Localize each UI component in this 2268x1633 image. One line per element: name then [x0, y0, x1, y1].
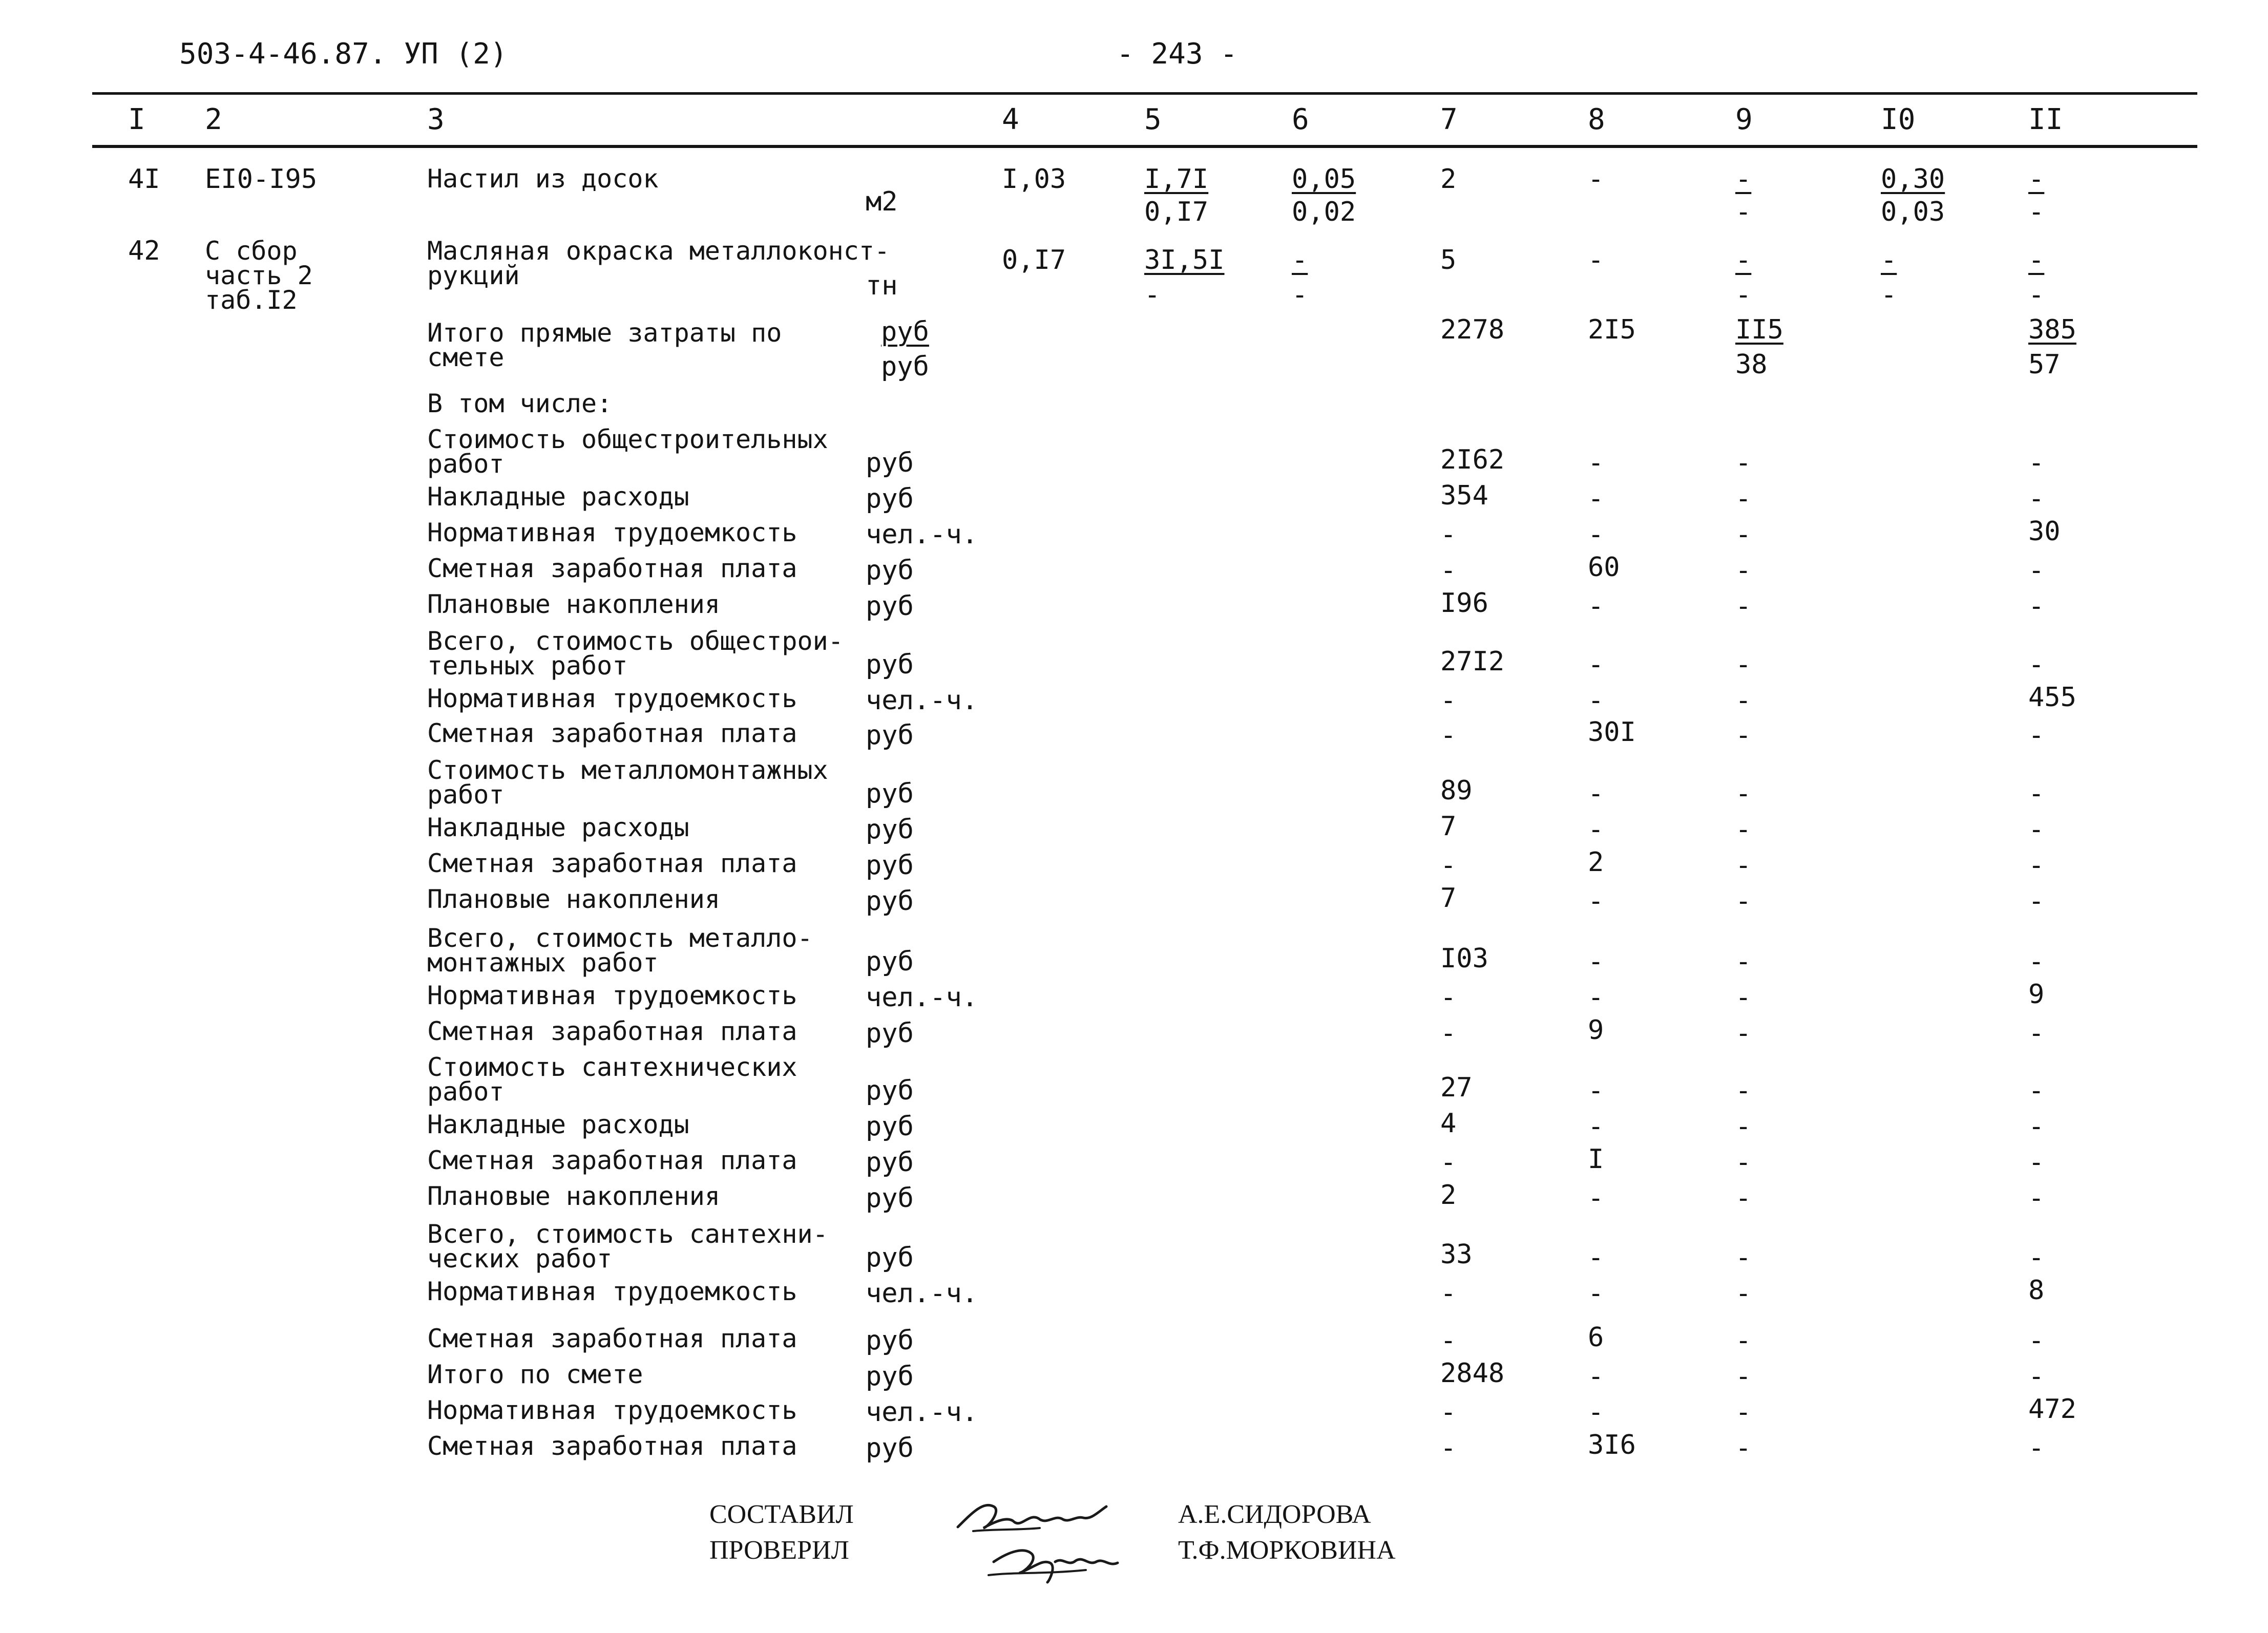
item-unit-cost-machines-wage: - — [1292, 280, 1308, 310]
row-c7: 2848 — [1440, 1358, 1505, 1389]
row-c8: - — [1588, 1361, 1604, 1392]
row-c7: 27 — [1440, 1072, 1473, 1103]
item-machine-cost: - — [1735, 245, 1752, 275]
row-c9: - — [1735, 814, 1752, 845]
row-unit: чел.-ч. — [866, 1278, 978, 1309]
row-c9: - — [1735, 685, 1752, 716]
row-unit: руб — [866, 1242, 914, 1273]
row-c7: - — [1440, 982, 1457, 1013]
row-unit: руб — [866, 1075, 914, 1106]
page-number: - 243 - — [1117, 37, 1238, 71]
item-quantity: 0,I7 — [1002, 245, 1066, 275]
item-labor-total-machines: - — [2028, 197, 2045, 227]
row-c7: - — [1440, 555, 1457, 586]
row-c7: - — [1440, 1433, 1457, 1464]
row-c9: - — [1735, 1397, 1752, 1428]
row-c7: - — [1440, 685, 1457, 716]
row-c9: - — [1735, 982, 1752, 1013]
row-c8: I — [1588, 1144, 1604, 1175]
row-c8: - — [1588, 778, 1604, 809]
row-c9: - — [1735, 1242, 1752, 1273]
row-c7: 27I2 — [1440, 646, 1505, 677]
row-c11: - — [2028, 1325, 2045, 1356]
row-label: Стоимость сантехнических работ — [427, 1052, 797, 1107]
row-c11: - — [2028, 448, 2045, 478]
item-total-cost: 2 — [1440, 164, 1457, 195]
row-unit: руб — [866, 483, 914, 514]
row-c8: - — [1588, 946, 1604, 977]
row-c9: - — [1735, 720, 1752, 751]
row-c8: 6 — [1588, 1322, 1604, 1353]
row-c8: - — [1588, 591, 1604, 622]
row-c11: - — [2028, 1361, 2045, 1392]
row-c8: 60 — [1588, 552, 1620, 583]
row-c9: - — [1735, 1325, 1752, 1356]
row-c8: 3I6 — [1588, 1430, 1636, 1460]
row-c11: 30 — [2028, 516, 2061, 547]
row-unit: руб — [866, 778, 914, 809]
row-label: Нормативная трудоемкость — [427, 518, 797, 547]
item-labor-unit-machines: 0,03 — [1881, 197, 1945, 227]
direct-costs-unit: руб — [881, 316, 929, 347]
row-label: Сметная заработная плата — [427, 554, 797, 583]
item-labor-unit-machines: - — [1881, 280, 1897, 310]
row-label: Сметная заработная плата — [427, 718, 797, 748]
row-c11: - — [2028, 946, 2045, 977]
row-c7: - — [1440, 1278, 1457, 1309]
item-unit-cost-machines: - — [1292, 245, 1308, 275]
direct-costs-labor: 385 — [2028, 314, 2076, 345]
row-unit: руб — [866, 1433, 914, 1464]
item-unit-cost-machines-wage: 0,02 — [1292, 197, 1356, 227]
item-wage-cost: - — [1588, 164, 1604, 195]
row-c11: - — [2028, 720, 2045, 751]
column-header: 9 — [1735, 103, 1753, 136]
row-label: Стоимость металломонтажных работ — [427, 755, 828, 810]
row-c7: 2I62 — [1440, 444, 1505, 475]
column-header: II — [2028, 103, 2063, 136]
item-unit-cost-wage: 0,I7 — [1144, 197, 1209, 227]
row-label: Нормативная трудоемкость — [427, 1395, 797, 1425]
row-c11: - — [2028, 555, 2045, 586]
row-c11: - — [2028, 778, 2045, 809]
row-label: Сметная заработная плата — [427, 1146, 797, 1175]
column-header: 6 — [1292, 103, 1309, 136]
row-c11: - — [2028, 1242, 2045, 1273]
row-label: Накладные расходы — [427, 813, 689, 842]
column-header: I0 — [1881, 103, 1916, 136]
row-unit: руб — [866, 814, 914, 845]
row-c7: 2 — [1440, 1180, 1457, 1211]
row-c8: - — [1588, 483, 1604, 514]
row-label: Накладные расходы — [427, 1110, 689, 1139]
row-c11: - — [2028, 591, 2045, 622]
row-label: Всего, стоимость металло- монтажных работ — [427, 923, 813, 978]
row-c9: - — [1735, 946, 1752, 977]
row-unit: руб — [866, 448, 914, 478]
row-c7: 89 — [1440, 775, 1473, 806]
row-unit: руб — [866, 1111, 914, 1142]
column-header: 3 — [427, 103, 445, 136]
column-header: 4 — [1002, 103, 1019, 136]
item-labor-unit: - — [1881, 245, 1897, 275]
row-unit: руб — [866, 946, 914, 977]
direct-costs-label: Итого прямые затраты по смете — [427, 318, 782, 372]
row-c11: 8 — [2028, 1275, 2045, 1306]
row-c7: - — [1440, 850, 1457, 881]
row-unit: руб — [866, 591, 914, 622]
row-label: Сметная заработная плата — [427, 1431, 797, 1461]
row-c7: - — [1440, 1018, 1457, 1049]
row-c9: - — [1735, 1075, 1752, 1106]
item-unit-cost-wage: - — [1144, 280, 1161, 310]
item-code: EI0-I95 — [205, 164, 318, 195]
row-unit: чел.-ч. — [866, 1397, 978, 1428]
row-c11: - — [2028, 1075, 2045, 1106]
row-c11: 455 — [2028, 682, 2076, 713]
row-c7: - — [1440, 519, 1457, 550]
row-unit: руб — [866, 1147, 914, 1178]
row-unit: руб — [866, 649, 914, 680]
row-c9: - — [1735, 483, 1752, 514]
row-c9: - — [1735, 555, 1752, 586]
row-unit: руб — [866, 1361, 914, 1392]
row-c9: - — [1735, 519, 1752, 550]
row-c8: - — [1588, 1183, 1604, 1214]
row-label: Плановые накопления — [427, 884, 720, 914]
column-header: 7 — [1440, 103, 1458, 136]
row-c11: - — [2028, 886, 2045, 917]
row-c8: - — [1588, 448, 1604, 478]
item-labor-unit: 0,30 — [1881, 164, 1945, 195]
row-c7: 7 — [1440, 883, 1457, 914]
item-labor-total: - — [2028, 164, 2045, 195]
row-c11: - — [2028, 483, 2045, 514]
including-heading: В том числе: — [427, 389, 613, 418]
item-unit-cost-total: I,7I — [1144, 164, 1209, 195]
item-unit-cost-machines: 0,05 — [1292, 164, 1356, 195]
handwritten-signature-2 — [983, 1531, 1127, 1587]
row-c8: 9 — [1588, 1015, 1604, 1046]
item-machine-cost: - — [1735, 164, 1752, 195]
handwritten-signature-1 — [953, 1491, 1117, 1537]
item-unit-cost-total: 3I,5I — [1144, 245, 1225, 275]
composed-label: СОСТАВИЛ — [709, 1500, 854, 1529]
row-c8: - — [1588, 886, 1604, 917]
row-unit: чел.-ч. — [866, 685, 978, 716]
row-label: Итого по смете — [427, 1360, 643, 1389]
item-wage-cost: - — [1588, 245, 1604, 275]
row-unit: руб — [866, 1325, 914, 1356]
row-label: Стоимость общестроительных работ — [427, 425, 828, 479]
direct-costs-machines-wage: 38 — [1735, 349, 1768, 380]
row-c7: 4 — [1440, 1108, 1457, 1139]
item-name: Настил из досок — [427, 164, 659, 194]
checked-label: ПРОВЕРИЛ — [709, 1536, 849, 1565]
row-label: Плановые накопления — [427, 589, 720, 619]
row-c9: - — [1735, 1278, 1752, 1309]
item-labor-total: - — [2028, 245, 2045, 275]
item-quantity: I,03 — [1002, 164, 1066, 195]
row-unit: руб — [866, 1018, 914, 1049]
row-c9: - — [1735, 886, 1752, 917]
item-code: С сбор часть 2 таб.I2 — [205, 236, 313, 315]
composer-name: А.Е.СИДОРОВА — [1178, 1500, 1371, 1529]
column-header: I — [128, 103, 145, 136]
item-name: Масляная окраска металлоконст- рукций — [427, 236, 890, 290]
row-c9: - — [1735, 1183, 1752, 1214]
direct-costs-labor-machines: 57 — [2028, 349, 2061, 380]
row-label: Накладные расходы — [427, 482, 689, 512]
row-c7: I96 — [1440, 588, 1488, 619]
row-c9: - — [1735, 1111, 1752, 1142]
row-label: Сметная заработная плата — [427, 849, 797, 878]
row-unit: чел.-ч. — [866, 982, 978, 1013]
row-c8: - — [1588, 814, 1604, 845]
row-c9: - — [1735, 1018, 1752, 1049]
row-c8: - — [1588, 649, 1604, 680]
row-c7: - — [1440, 1397, 1457, 1428]
direct-costs-machines: II5 — [1735, 314, 1783, 345]
row-c9: - — [1735, 778, 1752, 809]
item-machine-wage: - — [1735, 280, 1752, 310]
item-total-cost: 5 — [1440, 245, 1457, 275]
row-unit: руб — [866, 555, 914, 586]
row-unit: чел.-ч. — [866, 519, 978, 550]
row-c11: - — [2028, 649, 2045, 680]
row-c9: - — [1735, 1361, 1752, 1392]
item-unit: м2 — [866, 186, 898, 217]
row-c9: - — [1735, 591, 1752, 622]
row-label: Сметная заработная плата — [427, 1324, 797, 1353]
row-unit: руб — [866, 720, 914, 751]
item-unit: тн — [866, 270, 898, 301]
row-c11: - — [2028, 850, 2045, 881]
row-c11: - — [2028, 1018, 2045, 1049]
row-c11: - — [2028, 814, 2045, 845]
row-c7: I03 — [1440, 943, 1488, 974]
row-c8: - — [1588, 685, 1604, 716]
row-c9: - — [1735, 1147, 1752, 1178]
row-c9: - — [1735, 448, 1752, 478]
row-c7: 7 — [1440, 811, 1457, 842]
row-c7: - — [1440, 1147, 1457, 1178]
checker-name: Т.Ф.МОРКОВИНА — [1178, 1536, 1396, 1565]
row-label: Всего, стоимость общестрои- тельных работ — [427, 626, 844, 681]
item-labor-total-machines: - — [2028, 280, 2045, 310]
row-unit: руб — [866, 886, 914, 917]
row-c11: - — [2028, 1433, 2045, 1464]
direct-costs-total: 2278 — [1440, 314, 1505, 345]
direct-costs-wage: 2I5 — [1588, 314, 1636, 345]
direct-costs-unit: руб — [881, 351, 929, 382]
row-c8: - — [1588, 1075, 1604, 1106]
table-header-bottom-rule — [92, 145, 2197, 148]
document-code: 503-4-46.87. УП (2) — [179, 37, 508, 71]
row-c11: 9 — [2028, 979, 2045, 1010]
table-top-rule — [92, 92, 2197, 95]
row-c8: - — [1588, 1278, 1604, 1309]
row-c8: - — [1588, 1111, 1604, 1142]
column-header: 2 — [205, 103, 222, 136]
row-label: Нормативная трудоемкость — [427, 684, 797, 713]
row-c9: - — [1735, 850, 1752, 881]
row-label: Нормативная трудоемкость — [427, 981, 797, 1010]
item-number: 4I — [128, 164, 160, 195]
item-number: 42 — [128, 236, 160, 266]
row-c8: - — [1588, 1397, 1604, 1428]
row-c11: - — [2028, 1111, 2045, 1142]
row-c11: - — [2028, 1147, 2045, 1178]
row-c8: 30I — [1588, 717, 1636, 748]
row-c8: - — [1588, 1242, 1604, 1273]
row-c7: - — [1440, 1325, 1457, 1356]
row-c7: 354 — [1440, 480, 1488, 511]
column-header: 8 — [1588, 103, 1605, 136]
row-c9: - — [1735, 1433, 1752, 1464]
row-c11: 472 — [2028, 1394, 2076, 1425]
item-machine-wage: - — [1735, 197, 1752, 227]
row-c8: - — [1588, 519, 1604, 550]
column-header: 5 — [1144, 103, 1162, 136]
row-c7: - — [1440, 720, 1457, 751]
row-c8: 2 — [1588, 847, 1604, 878]
row-c9: - — [1735, 649, 1752, 680]
row-c7: 33 — [1440, 1239, 1473, 1270]
row-label: Нормативная трудоемкость — [427, 1277, 797, 1306]
row-c8: - — [1588, 982, 1604, 1013]
row-c11: - — [2028, 1183, 2045, 1214]
row-label: Плановые накопления — [427, 1181, 720, 1211]
row-label: Сметная заработная плата — [427, 1016, 797, 1046]
row-unit: руб — [866, 1183, 914, 1214]
row-unit: руб — [866, 850, 914, 881]
row-label: Всего, стоимость сантехни- ческих работ — [427, 1219, 828, 1274]
